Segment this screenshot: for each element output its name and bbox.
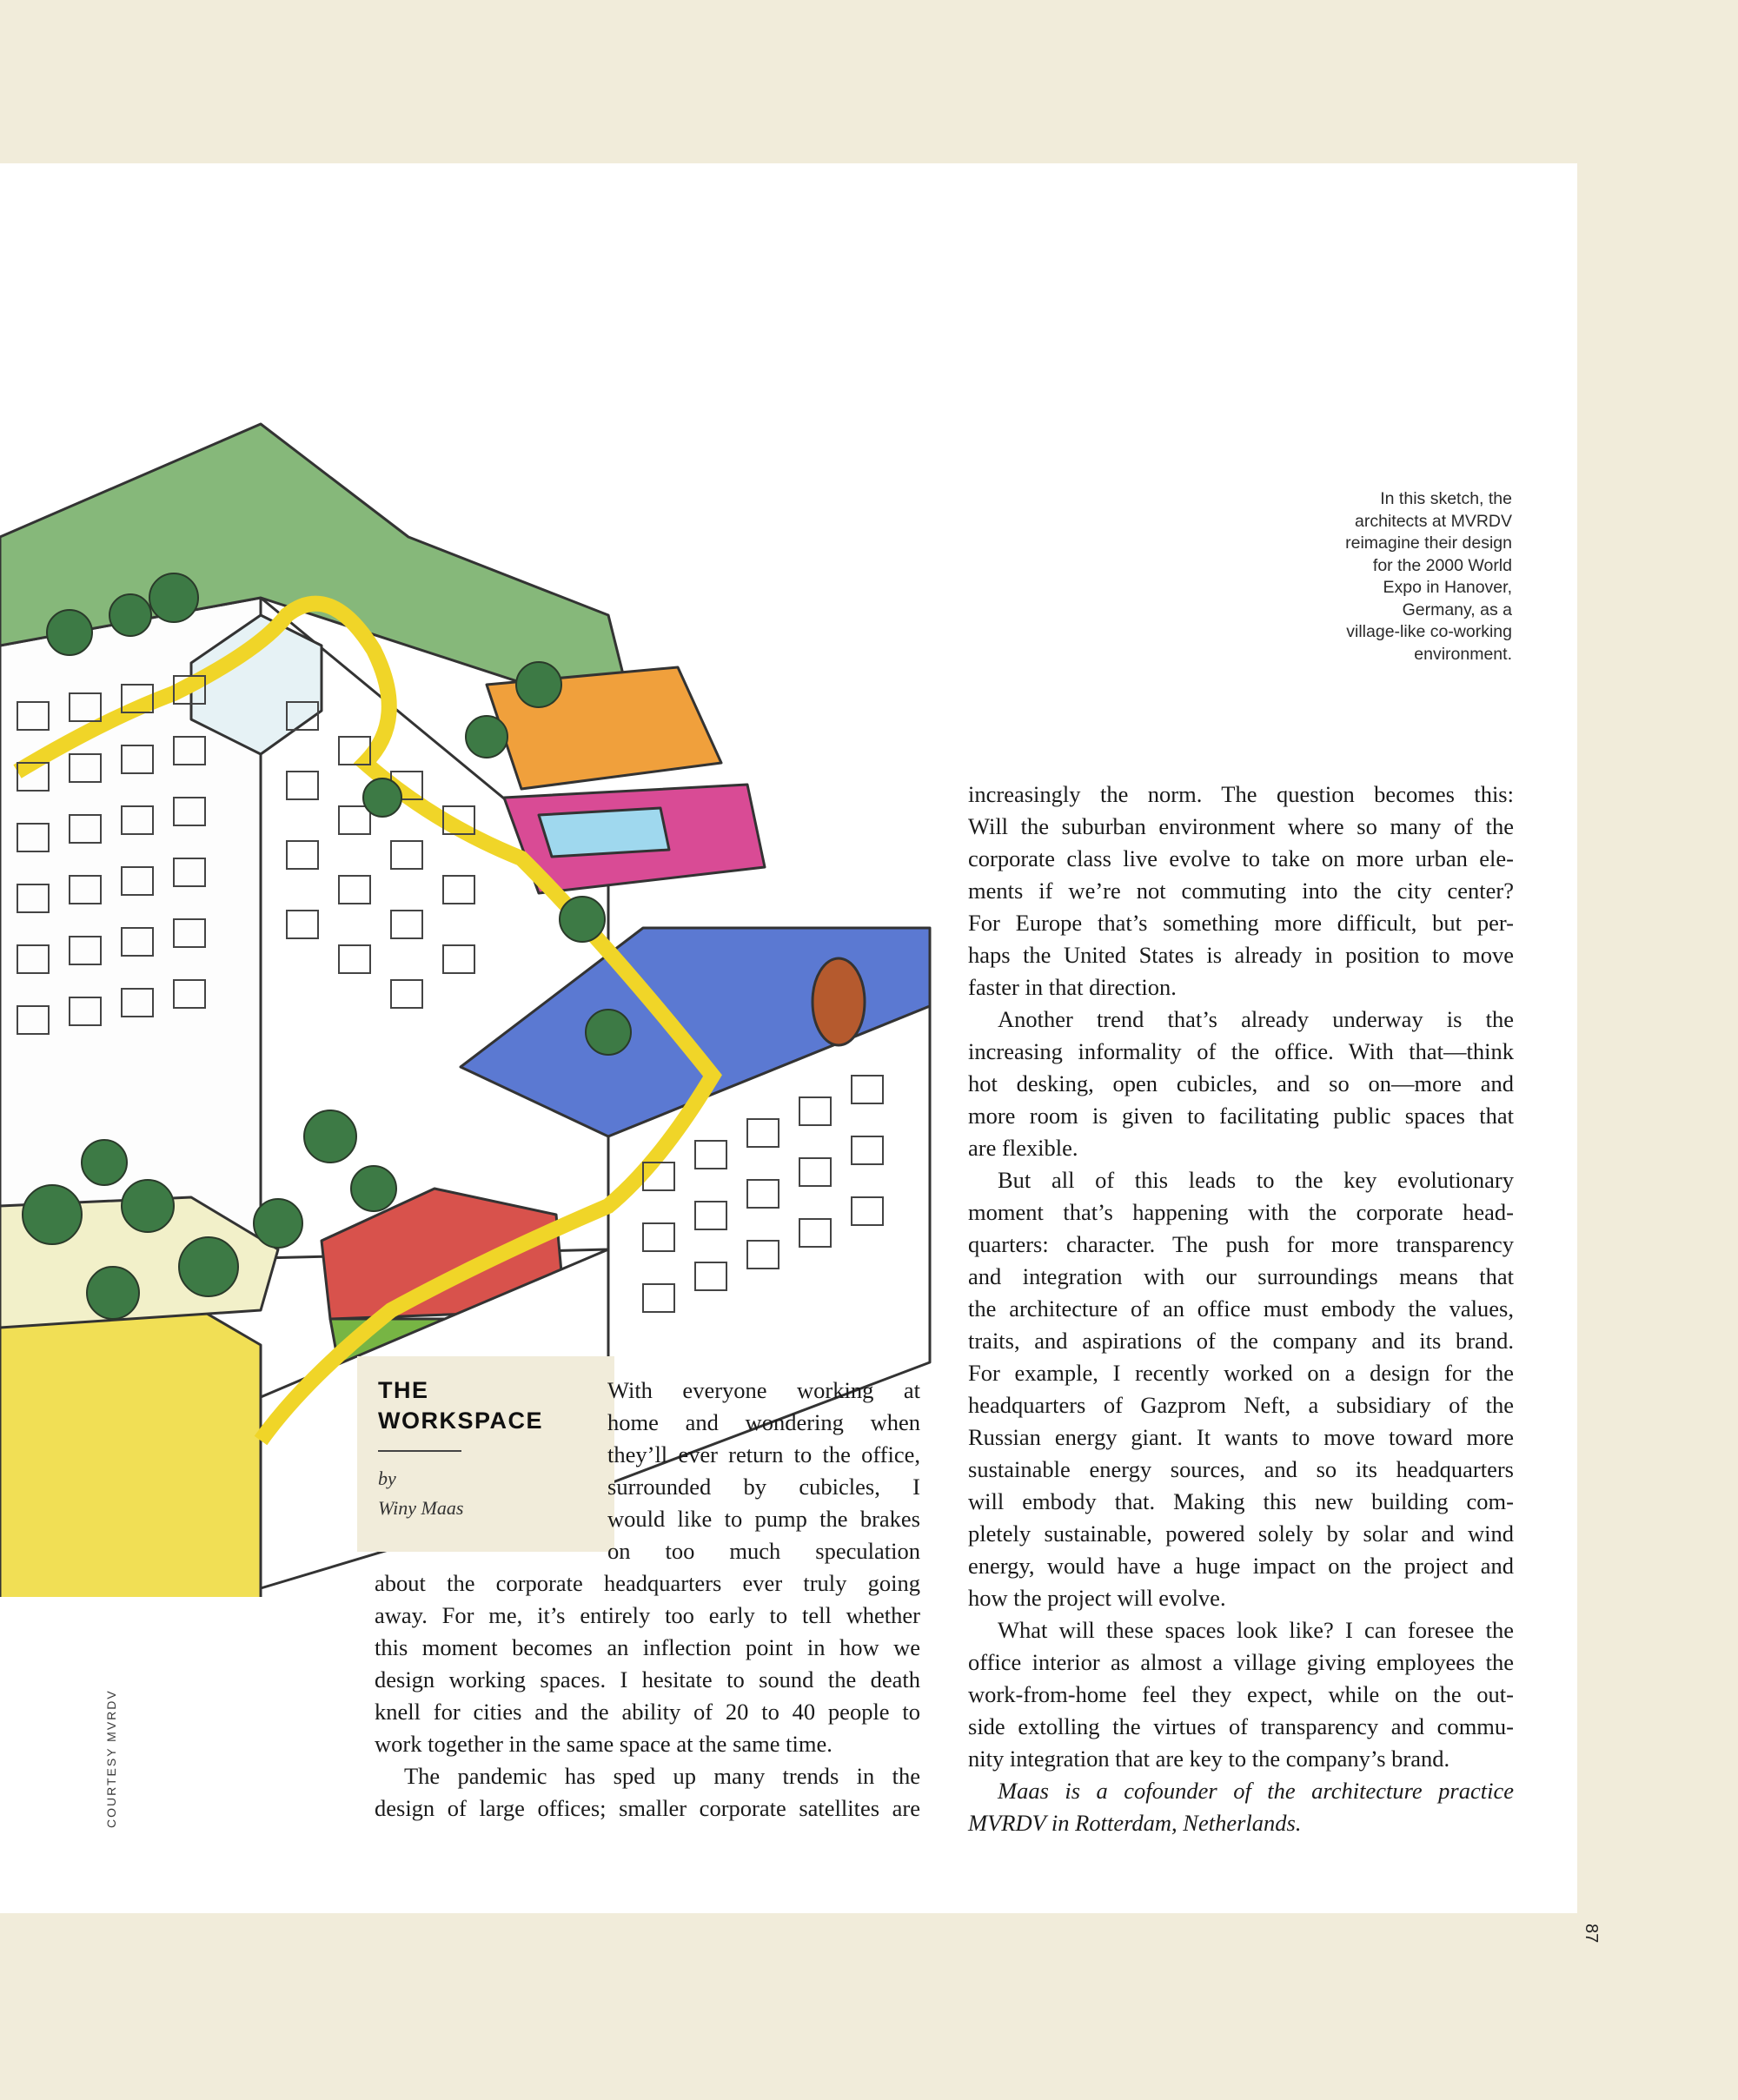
text-line: design of large offices; smaller corporate satellites are	[375, 1795, 920, 1821]
text-line: energy, would have a huge impact on the project and	[968, 1553, 1514, 1579]
text-line: ments if we’re not commuting into the city center?	[968, 878, 1514, 904]
illustration-caption	[1251, 488, 1512, 666]
text-line: haps the United States is already in position to move	[968, 942, 1514, 968]
author-bio-line: Maas is a cofounder of the architecture practice	[998, 1778, 1514, 1804]
text-line: sustainable energy sources, and so its headquarters	[968, 1456, 1514, 1482]
text-line: increasingly the norm. The question becomes this:	[968, 781, 1514, 807]
caption-line: architects at MVRDV	[1355, 511, 1512, 531]
caption-line: In this sketch, the	[1380, 489, 1512, 508]
text-line: work-from-home feel they expect, while on the out-	[968, 1681, 1514, 1707]
text-line: Russian energy giant. It wants to move toward more	[968, 1424, 1514, 1450]
text-line: knell for cities and the ability of 20 to 40 people to	[375, 1699, 920, 1725]
text-line: surrounded by cubicles, I	[607, 1474, 920, 1500]
article-column-1-wrap	[607, 1375, 920, 1567]
text-line: this moment becomes an inflection point in how we	[375, 1634, 920, 1660]
text-line: pletely sustainable, powered solely by solar and wind	[968, 1520, 1514, 1547]
text-line: Another trend that’s already underway is the	[998, 1006, 1514, 1032]
text-line: For Europe that’s something more difficult, but per-	[968, 910, 1514, 936]
text-line: corporate class live evolve to take on more urban ele-	[968, 845, 1514, 871]
text-line: side extolling the virtues of transparency and commu-	[968, 1713, 1514, 1739]
text-line: Will the suburban environment where so many of the	[968, 813, 1514, 839]
text-line: quarters: character. The push for more transparency	[968, 1231, 1514, 1257]
author-bio-line: MVRDV in Rotterdam, Netherlands.	[968, 1810, 1302, 1836]
text-line: more room is given to facilitating public spaces that	[968, 1103, 1514, 1129]
text-line: they’ll ever return to the office,	[607, 1441, 920, 1467]
text-line: would like to pump the brakes	[607, 1506, 920, 1532]
section-title-line2: WORKSPACE	[378, 1408, 544, 1434]
text-line: With everyone working at	[607, 1377, 920, 1403]
text-line: nity integration that are key to the company’s brand.	[968, 1746, 1450, 1772]
text-line: will embody that. Making this new building com-	[968, 1488, 1514, 1514]
article-column-2	[968, 778, 1514, 1839]
text-line: increasing informality of the office. With that—think	[968, 1038, 1514, 1064]
text-line: home and wondering when	[607, 1409, 920, 1435]
text-line: For example, I recently worked on a design for the	[968, 1360, 1514, 1386]
article-column-1	[375, 1567, 920, 1825]
title-divider	[378, 1450, 461, 1452]
caption-line: Germany, as a	[1402, 600, 1512, 619]
text-line: how the project will evolve.	[968, 1585, 1226, 1611]
caption-line: Expo in Hanover,	[1383, 578, 1512, 597]
text-line: are flexible.	[968, 1135, 1078, 1161]
text-line: the architecture of an office must embody the values,	[968, 1295, 1514, 1322]
text-line: design working spaces. I hesitate to sound the death	[375, 1666, 920, 1693]
text-line: work together in the same space at the same time.	[375, 1731, 833, 1757]
byline-by: by	[378, 1467, 396, 1489]
caption-line: village-like co-working	[1346, 622, 1512, 641]
text-line: What will these spaces look like? I can foresee the	[998, 1617, 1514, 1643]
text-line: office interior as almost a village giving employees the	[968, 1649, 1514, 1675]
text-line: and integration with our surroundings means that	[968, 1263, 1514, 1289]
byline-author: Winy Maas	[378, 1497, 464, 1519]
text-line: hot desking, open cubicles, and so on—more and	[968, 1070, 1514, 1096]
photo-credit: COURTESY MVRDV	[104, 1689, 118, 1828]
article-title-box	[357, 1356, 614, 1552]
text-line: on too much speculation	[607, 1538, 920, 1564]
text-line: headquarters of Gazprom Neft, a subsidiary of the	[968, 1392, 1514, 1418]
magazine-page	[0, 163, 1577, 1913]
caption-line: environment.	[1414, 644, 1512, 664]
text-line: traits, and aspirations of the company and its brand.	[968, 1328, 1514, 1354]
text-line: But all of this leads to the key evolutionary	[998, 1167, 1514, 1193]
text-line: away. For me, it’s entirely too early to tell whether	[375, 1602, 920, 1628]
caption-line: for the 2000 World	[1372, 555, 1512, 575]
page-number: 87	[1582, 1924, 1601, 1944]
text-line: moment that’s happening with the corporate head-	[968, 1199, 1514, 1225]
text-line: faster in that direction.	[968, 974, 1177, 1000]
text-line: about the corporate headquarters ever truly going	[375, 1570, 920, 1596]
section-title-line1: THE	[378, 1377, 429, 1403]
text-line: The pandemic has sped up many trends in the	[404, 1763, 920, 1789]
caption-line: reimagine their design	[1345, 533, 1512, 553]
